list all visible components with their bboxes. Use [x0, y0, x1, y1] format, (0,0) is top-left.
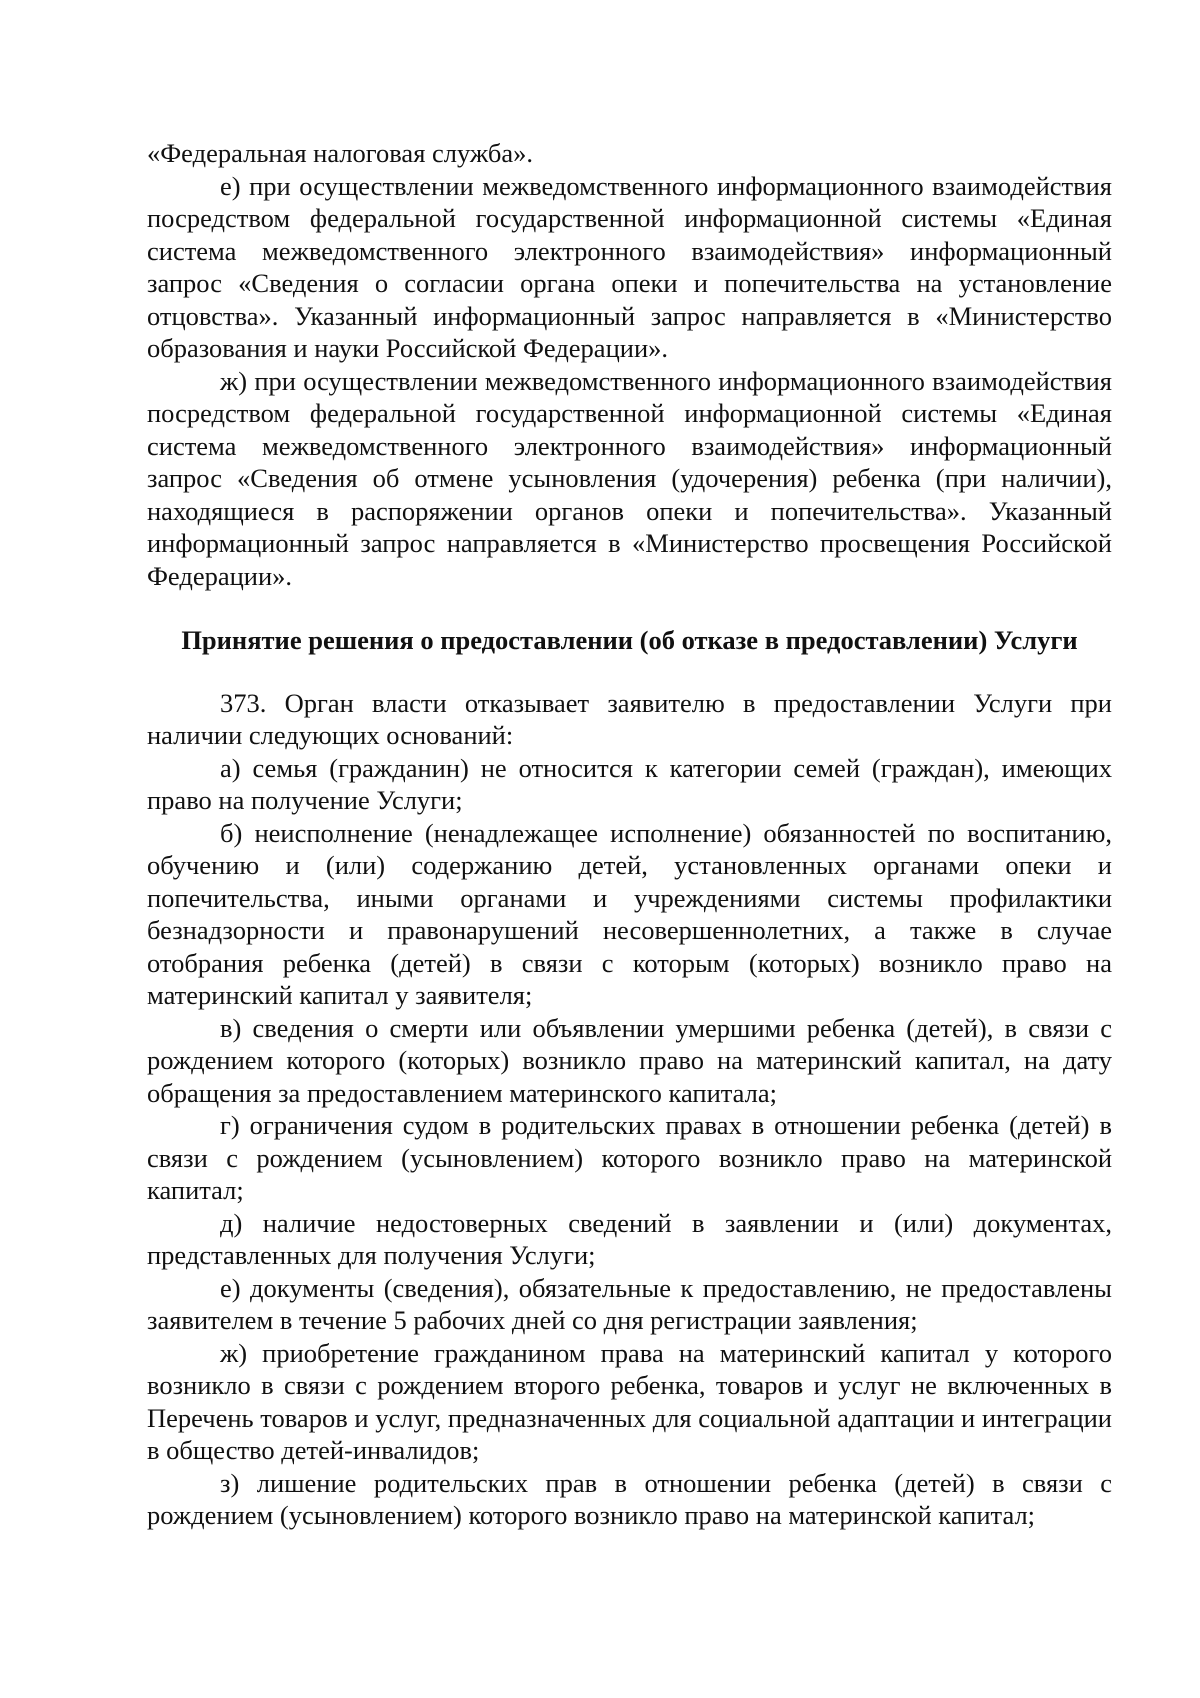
- list-item-g: г) ограничения судом в родительских правах в отношении ребенка (детей) в связи с рождением (усыновлением) которого возникло право на материнской капитал;: [147, 1110, 1112, 1205]
- paragraph-373: 373. Орган власти отказывает заявителю в предоставлении Услуги при наличии следующих оснований:: [147, 687, 1112, 750]
- section-heading: Принятие решения о предоставлении (об отказе в предоставлении) Услуги: [181, 625, 1078, 655]
- list-item-b: б) неисполнение (ненадлежащее исполнение) обязанностей по воспитанию, обучению и (или) содержанию детей, установленных органами опеки и попечительства, иными органами и учреждениями системы профилактики безнадзорности и правонарушений несовершеннолетних, а также в случае отобрания ребенка (детей) в связи с которым (которых) возникло право на материнский капитал у заявителя;: [147, 817, 1112, 1010]
- paragraph-e-request-guardianship: е) при осуществлении межведомственного информационного взаимодействия посредством федеральной государственной информационной системы «Единая система межведомственного электронного взаимодействия» информационный запрос «Сведения о согласии органа опеки и попечительства на установление отцовства». Указанный информационный запрос направляется в «Министерство образования и науки Российской Федерации».: [147, 170, 1112, 363]
- list-item-z: з) лишение родительских прав в отношении ребенка (детей) в связи с рождением (усыновлением) которого возникло право на материнской капитал;: [147, 1467, 1112, 1530]
- list-item-v: в) сведения о смерти или объявлении умершими ребенка (детей), в связи с рождением которого (которых) возникло право на материнский капитал, на дату обращения за предоставлением материнского капитала;: [147, 1012, 1112, 1108]
- continuation-line: «Федеральная налоговая служба».: [147, 138, 533, 168]
- paragraph-zh-request-adoption-cancel: ж) при осуществлении межведомственного информационного взаимодействия посредством федеральной государственной информационной системы «Единая система межведомственного электронного взаимодействия» информационный запрос «Сведения об отмене усыновления (удочерения) ребенка (при наличии), находящиеся в распоряжении органов опеки и попечительства». Указанный информационный запрос направляется в «Министерство просвещения Российской Федерации».: [147, 365, 1112, 591]
- list-item-a: а) семья (гражданин) не относится к категории семей (граждан), имеющих право на получение Услуги;: [147, 752, 1112, 815]
- list-item-e: е) документы (сведения), обязательные к предоставлению, не предоставлены заявителем в течение 5 рабочих дней со дня регистрации заявления;: [147, 1272, 1112, 1335]
- list-item-zh: ж) приобретение гражданином права на материнский капитал у которого возникло в связи с рождением второго ребенка, товаров и услуг не включенных в Перечень товаров и услуг, предназначенных для социальной адаптации и интеграции в общество детей-инвалидов;: [147, 1337, 1112, 1465]
- list-item-d: д) наличие недостоверных сведений в заявлении и (или) документах, представленных для получения Услуги;: [147, 1207, 1112, 1270]
